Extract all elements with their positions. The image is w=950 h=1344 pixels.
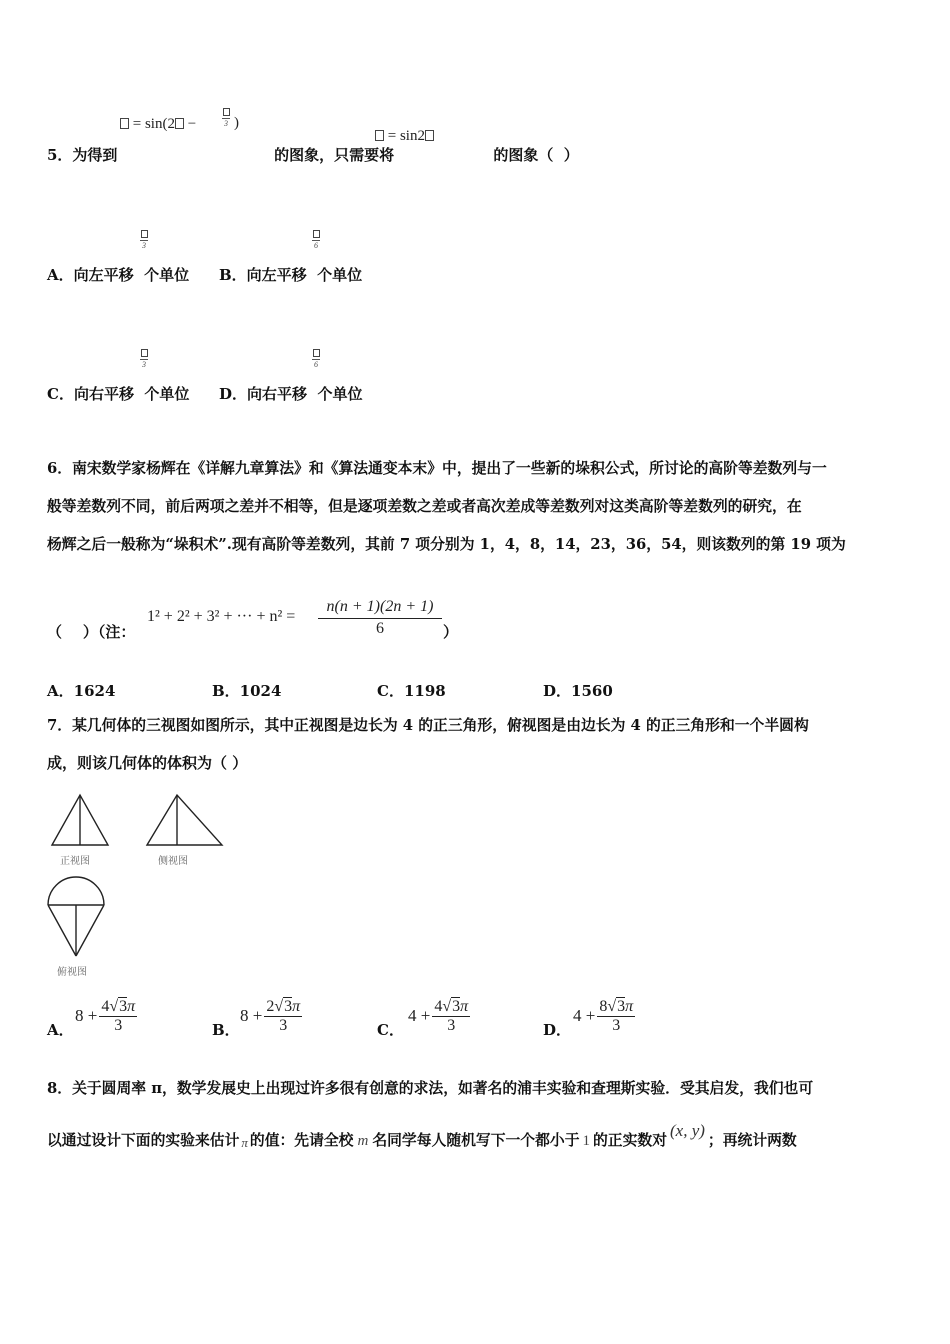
q6-option-c[interactable]: C．1198 [377, 682, 446, 700]
q7-option-b-label[interactable]: B． [212, 1021, 240, 1039]
q7-line2: 成，则该几何体的体积为（ ） [47, 754, 248, 772]
front-view-caption: 正视图 [60, 856, 90, 867]
missing-glyph-icon [313, 349, 320, 357]
q8-line1: 8．关于圆周率 π，数学发展史上出现过许多很有创意的求法，如著名的浦丰实验和查理斯实验．受其启发，我们也可 [47, 1080, 814, 1097]
q7-option-d-expr[interactable]: 4 + $\frac{8√3\pi}{3}$ [573, 998, 634, 1034]
top-view-caption: 俯视图 [57, 967, 87, 978]
expr-rad: 3 [452, 998, 461, 1015]
missing-glyph-icon [141, 230, 148, 238]
q8-one: 1 [582, 1133, 590, 1149]
expr-den: 3 [264, 1016, 302, 1035]
front-view [52, 795, 108, 845]
expr-pi: π [625, 998, 634, 1015]
expr-int: 8 + [75, 1006, 98, 1026]
frac-den: 6 [314, 241, 318, 250]
q7-option-c-label[interactable]: C． [377, 1021, 404, 1039]
expr-int: 8 + [240, 1006, 263, 1026]
q8-m: m [357, 1133, 369, 1149]
side-view-caption: 侧视图 [158, 856, 188, 867]
q5-option-a[interactable]: A．向左平移 个单位 [47, 266, 190, 284]
frac-den: 3 [224, 119, 228, 128]
q6-formula-lhs: 1² + 2² + 3² + ··· + n² = [147, 608, 296, 625]
frac-num [223, 108, 230, 117]
missing-glyph-icon [223, 108, 230, 116]
top-view [48, 877, 104, 956]
side-view [147, 795, 222, 845]
q5-formula2 [375, 129, 434, 144]
q6-formula-fraction [318, 598, 442, 638]
q6-formula-den: 6 [376, 619, 384, 637]
q5-option-c[interactable]: C．向右平移 个单位 [47, 385, 190, 403]
q7-option-c-expr[interactable]: 4 + $\frac{4√3\pi}{3}$ [408, 998, 469, 1034]
expr-pi: π [292, 998, 301, 1015]
q6-formula-num: n(n + 1)(2n + 1) [318, 598, 442, 619]
expr-rad: 3 [119, 998, 128, 1015]
q7-option-a-label[interactable]: A． [47, 1021, 74, 1039]
q5-formula1-text: = sin(2 [132, 116, 175, 132]
q8-line2-d: 的正实数对 [593, 1132, 667, 1150]
q5-frac-b [312, 230, 320, 250]
q6-option-b[interactable]: B．1024 [212, 682, 282, 700]
q6-line1: 6．南宋数学家杨辉在《详解九章算法》和《算法通变本末》中，提出了一些新的垛积公式，所讨论的高阶等差数列与一 [47, 460, 827, 477]
q5-formula1-fraction [222, 108, 230, 128]
q6-note-suffix: ） [443, 623, 459, 641]
expr-pi: π [460, 998, 469, 1015]
q5-frac-c [140, 349, 148, 369]
frac-den: 6 [314, 360, 318, 369]
q5-formula1 [120, 117, 196, 132]
missing-glyph-icon [425, 130, 434, 141]
q5-option-b[interactable]: B．向左平移 个单位 [219, 266, 363, 284]
q8-pi: π [241, 1135, 248, 1150]
q5-formula1-close: ) [234, 115, 239, 131]
expr-coef: 2 [266, 998, 275, 1015]
three-view-figure [40, 790, 240, 990]
expr-rad: 3 [284, 998, 293, 1015]
expr-rad: 3 [617, 998, 626, 1015]
q5-question: 5．为得到 的图象，只需要将 的图象（ ） [47, 146, 579, 164]
q8-pair: (x, y) [670, 1121, 705, 1140]
expr-den: 3 [99, 1016, 137, 1035]
q5-formula1-minus: − [187, 116, 197, 132]
expr-coef: 8 [599, 998, 608, 1015]
q8-line2-c: 名同学每人随机写下一个都小于 [372, 1132, 580, 1150]
expr-coef: 4 [101, 998, 110, 1015]
frac-den: 3 [142, 360, 146, 369]
q5-frac-d [312, 349, 320, 369]
missing-glyph-icon [313, 230, 320, 238]
q8-line2-b: 的值：先请全校 [249, 1132, 354, 1150]
q7-option-b-expr[interactable]: 8 + $\frac{2√3\pi}{3}$ [240, 998, 301, 1034]
expr-coef: 4 [434, 998, 443, 1015]
q6-option-a[interactable]: A．1624 [47, 682, 116, 700]
missing-glyph-icon [375, 130, 384, 141]
expr-den: 3 [597, 1016, 635, 1035]
expr-int: 4 + [573, 1006, 596, 1026]
missing-glyph-icon [175, 118, 184, 129]
q6-note-prefix: （ ）（注： [47, 623, 136, 641]
q8-line2-a: 以通过设计下面的实验来估计 [47, 1132, 240, 1150]
q8-line2 [47, 1121, 797, 1150]
q5-formula2-text: = sin2 [387, 128, 425, 144]
q5-frac-a [140, 230, 148, 250]
q7-option-d-label[interactable]: D． [543, 1021, 572, 1039]
q7-option-a-expr[interactable]: 8 + $\frac{4√3\pi}{3}$ [75, 998, 136, 1034]
expr-int: 4 + [408, 1006, 431, 1026]
q6-line2: 般等差数列不同，前后两项之差并不相等，但是逐项差数之差或者高次差成等差数列对这类高阶等差数列的研究，在 [47, 498, 802, 515]
frac-den: 3 [142, 241, 146, 250]
expr-pi: π [127, 998, 136, 1015]
missing-glyph-icon [120, 118, 129, 129]
q7-line1: 7．某几何体的三视图如图所示，其中正视图是边长为 4 的正三角形，俯视图是由边长为 4 的正三角形和一个半圆构 [47, 717, 809, 734]
q8-line2-e: ；再统计两数 [707, 1132, 797, 1150]
q6-option-d[interactable]: D．1560 [543, 682, 613, 700]
missing-glyph-icon [141, 349, 148, 357]
q5-option-d[interactable]: D．向右平移 个单位 [219, 385, 363, 403]
expr-den: 3 [432, 1016, 470, 1035]
q6-line3: 杨辉之后一般称为“垛积术”.现有高阶等差数列，其前 7 项分别为 1，4，8，14，23，36，54，则该数列的第 19 项为 [47, 536, 846, 553]
